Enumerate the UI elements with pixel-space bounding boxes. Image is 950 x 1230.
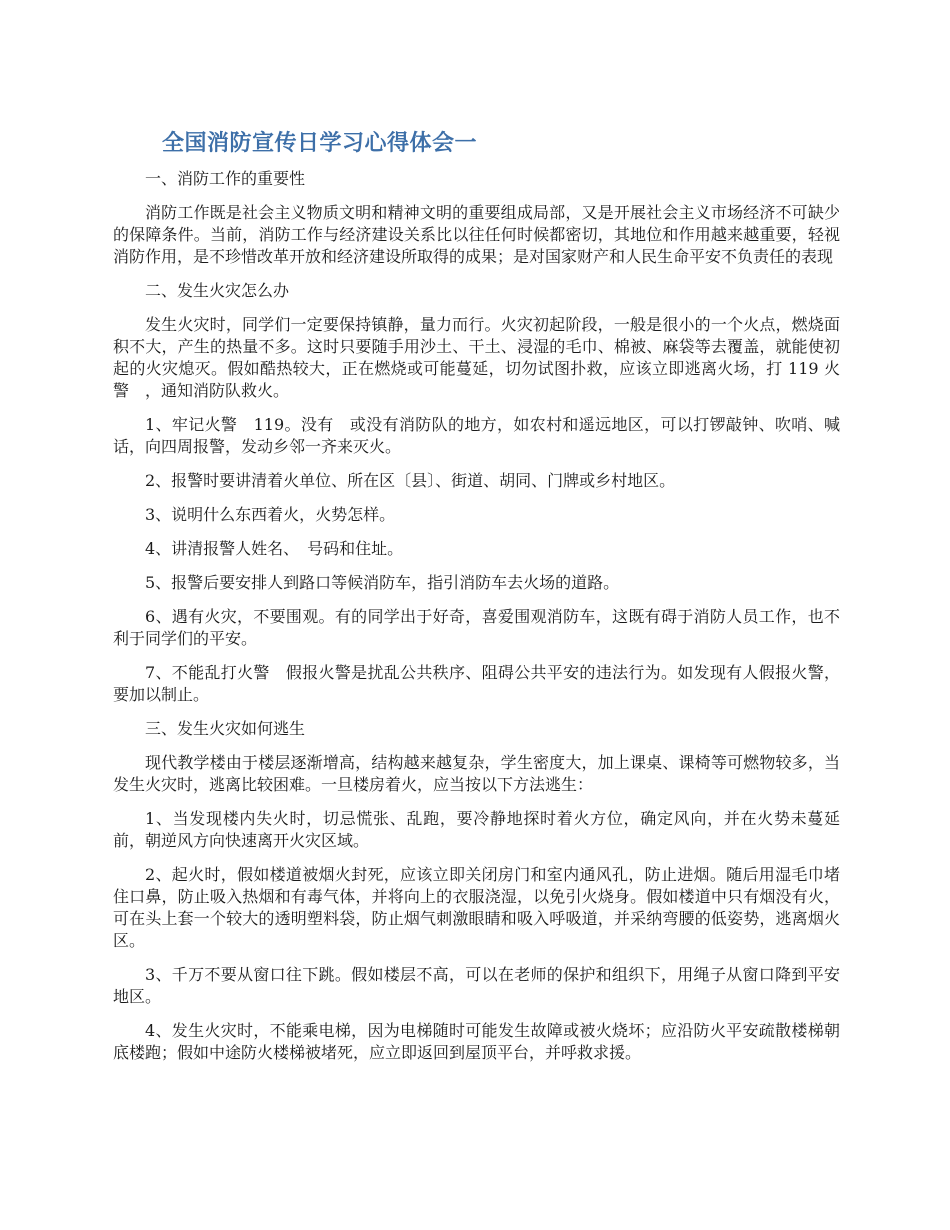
list-item: 2、起火时，假如楼道被烟火封死，应该立即关闭房门和室内通风孔，防止进烟。随后用湿毛巾堵住口鼻，防止吸入热烟和有毒气体，并将向上的衣服浇湿，以免引火烧身。假如楼道中只有烟没有火，可在头上套一个较大的透明塑料袋，防止烟气刺激眼睛和吸入呼吸道，并采纳弯腰的低姿势，逃离烟火区。 bbox=[113, 865, 840, 950]
list-item: 1、当发现楼内失火时，切忌慌张、乱跑，要冷静地探时着火方位，确定风向，并在火势未蔓延前，朝逆风方向快速离开火灾区域。 bbox=[113, 809, 840, 850]
list-item: 4、发生火灾时，不能乘电梯，因为电梯随时可能发生故障或被火烧坏；应沿防火平安疏散楼梯朝底楼跑；假如中途防火楼梯被堵死，应立即返回到屋顶平台，并呼救求援。 bbox=[113, 1021, 840, 1062]
list-item: 1、牢记火警 119。没有 或没有消防队的地方，如农村和遥远地区，可以打锣敲钟、吹哨、喊话，向四周报警，发动乡邻一齐来灭火。 bbox=[113, 415, 840, 456]
document-title: 全国消防宣传日学习心得体会一 bbox=[162, 131, 478, 156]
list-item: 3、说明什么东西着火，火势怎样。 bbox=[145, 505, 396, 524]
list-item: 5、报警后要安排人到路口等候消防车，指引消防车去火场的道路。 bbox=[145, 573, 620, 592]
paragraph: 消防工作既是社会主义物质文明和精神文明的重要组成局部，又是开展社会主义市场经济不可缺少的保障条件。当前，消防工作与经济建设关系比以往任何时候都密切，其地位和作用越来越重要，轻视消防作用，是不珍惜改革开放和经济建设所取得的成果；是对国家财产和人民生命平安不负责任的表现 bbox=[113, 203, 840, 266]
list-item: 7、不能乱打火警 假报火警是扰乱公共秩序、阻碍公共平安的违法行为。如发现有人假报火警，要加以制止。 bbox=[113, 663, 840, 704]
document-body bbox=[113, 168, 840, 1076]
paragraph: 现代教学楼由于楼层逐渐增高，结构越来越复杂，学生密度大，加上课桌、课椅等可燃物较多，当发生火灾时，逃离比较困难。一旦楼房着火，应当按以下方法逃生： bbox=[113, 753, 840, 794]
list-item: 4、讲清报警人姓名、 号码和住址。 bbox=[145, 539, 404, 558]
list-item: 2、报警时要讲清着火单位、所在区〔县〕、街道、胡同、门牌或乡村地区。 bbox=[145, 471, 676, 490]
list-item: 6、遇有火灾，不要围观。有的同学出于好奇，喜爱围观消防车，这既有碍于消防人员工作，也不利于同学们的平安。 bbox=[113, 607, 840, 648]
list-item: 3、千万不要从窗口往下跳。假如楼层不高，可以在老师的保护和组织下，用绳子从窗口降到平安地区。 bbox=[113, 965, 840, 1006]
section-heading: 一、消防工作的重要性 bbox=[145, 169, 306, 188]
section-heading: 三、发生火灾如何逃生 bbox=[145, 719, 306, 738]
paragraph: 发生火灾时，同学们一定要保持镇静，量力而行。火灾初起阶段，一般是很小的一个火点，燃烧面积不大，产生的热量不多。这时只要随手用沙土、干土、浸湿的毛巾、棉被、麻袋等去覆盖，就能使初起的火灾熄灭。假如酷热较大，正在燃烧或可能蔓延，切勿试图扑救，应该立即逃离火场，打 119 火警 ，通知消防队救火。 bbox=[113, 315, 840, 400]
section-heading: 二、发生火灾怎么办 bbox=[145, 281, 290, 300]
